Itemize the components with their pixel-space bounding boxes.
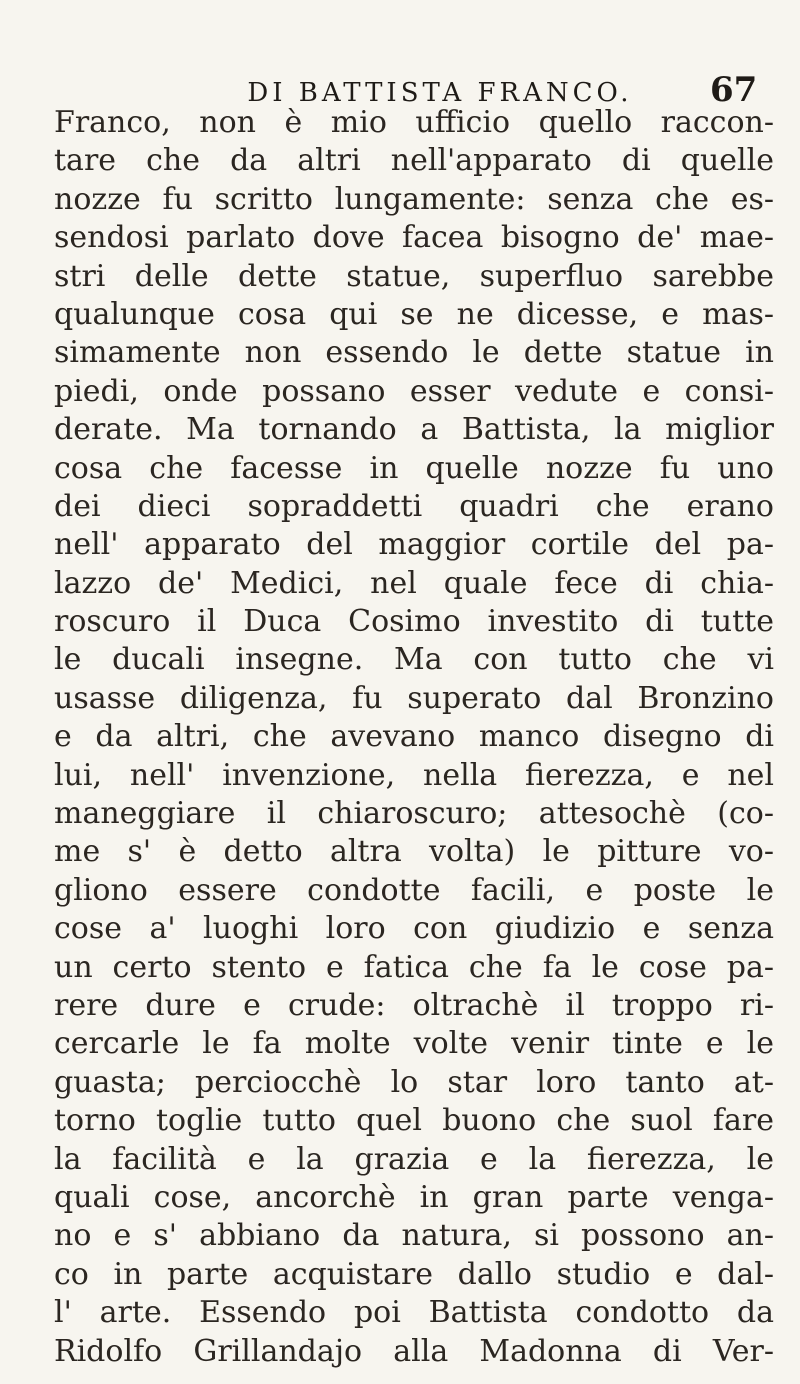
text-line: stri delle dette statue, superfluo sarebbe <box>54 258 774 294</box>
text-line: dei dieci sopraddetti quadri che erano <box>54 488 774 524</box>
text-line: cosa che facesse in quelle nozze fu uno <box>54 450 774 486</box>
text-line: nell' apparato del maggior cortile del pa- <box>54 527 774 563</box>
text-line: rere dure e crude: oltrachè il troppo ri- <box>54 987 774 1023</box>
text-line: piedi, onde possano esser vedute e consi- <box>54 373 774 409</box>
text-line: un certo stento e fatica che fa le cose pa- <box>54 949 774 985</box>
text-line: usasse diligenza, fu superato dal Bronzino <box>54 680 774 716</box>
text-line: derate. Ma tornando a Battista, la miglior <box>54 412 774 448</box>
text-line: co in parte acquistare dallo studio e dal- <box>54 1256 774 1292</box>
text-line: cercarle le fa molte volte venir tinte e le <box>54 1026 774 1062</box>
text-line: torno toglie tutto quel buono che suol fare <box>54 1103 774 1139</box>
text-line: quali cose, ancorchè in gran parte venga- <box>54 1179 774 1215</box>
text-line: Ridolfo Grillandajo alla Madonna di Ver- <box>54 1333 774 1369</box>
text-line: roscuro il Duca Cosimo investito di tutte <box>54 604 774 640</box>
body-text <box>54 104 774 1371</box>
text-line: e da altri, che avevano manco disegno di <box>54 719 774 755</box>
text-line: le ducali insegne. Ma con tutto che vi <box>54 642 774 678</box>
text-line: l' arte. Essendo poi Battista condotto da <box>54 1295 774 1331</box>
text-line: lui, nell' invenzione, nella fierezza, e nel <box>54 757 774 793</box>
text-line: Franco, non è mio ufficio quello raccon- <box>54 105 774 140</box>
text-line: no e s' abbiano da natura, si possono an- <box>54 1218 774 1254</box>
running-title: DI BATTISTA FRANCO. <box>247 78 633 108</box>
text-line: me s' è detto altra volta) le pitture vo- <box>54 834 774 870</box>
text-line: lazzo de' Medici, nel quale fece di chia- <box>54 565 774 601</box>
text-line: simamente non essendo le dette statue in <box>54 335 774 371</box>
text-line: maneggiare il chiaroscuro; attesochè (co- <box>54 796 774 832</box>
text-line: nozze fu scritto lungamente: senza che es- <box>54 181 774 217</box>
page-number: 67 <box>710 70 758 110</box>
text-line: sendosi parlato dove facea bisogno de' mae- <box>54 220 774 256</box>
text-line: gliono essere condotte facili, e poste le <box>54 872 774 908</box>
text-line: guasta; perciocchè lo star loro tanto at- <box>54 1064 774 1100</box>
text-line: qualunque cosa qui se ne dicesse, e mas- <box>54 296 774 332</box>
text-line: cose a' luoghi loro con giudizio e senza <box>54 911 774 947</box>
text-line: tare che da altri nell'apparato di quelle <box>54 143 774 179</box>
text-line: la facilità e la grazia e la fierezza, le <box>54 1141 774 1177</box>
